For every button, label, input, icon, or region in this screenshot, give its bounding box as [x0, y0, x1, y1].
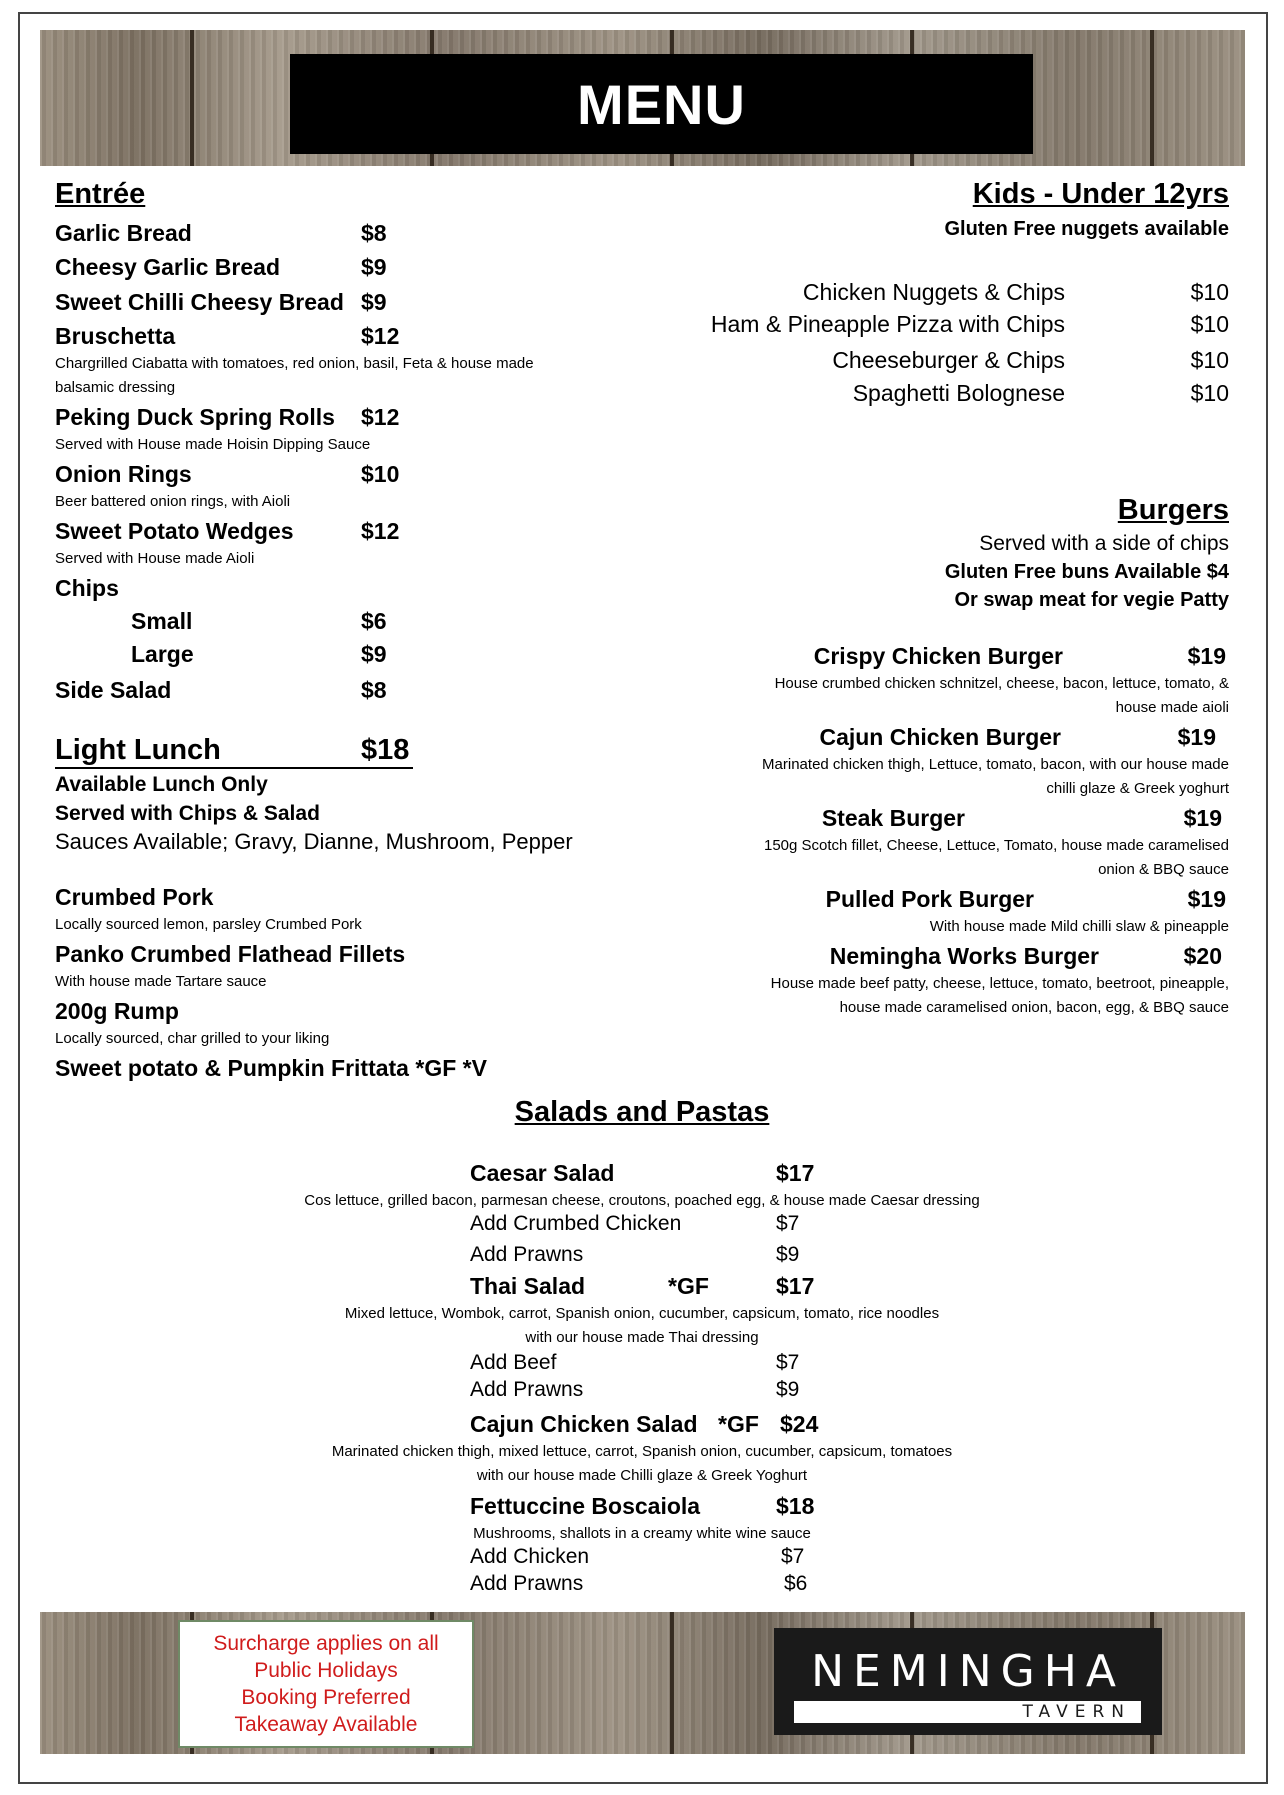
light-lunch-heading: Light Lunch [55, 734, 221, 766]
add-on-price: $7 [776, 1351, 800, 1374]
menu-item-description: Locally sourced lemon, parsley Crumbed Pork [55, 916, 362, 933]
add-on-name: Add Crumbed Chicken [470, 1212, 682, 1235]
menu-item-price: $18 [776, 1493, 815, 1519]
light-lunch-note: Served with Chips & Salad [55, 802, 320, 825]
dietary-tag: *GF [718, 1411, 759, 1437]
menu-item-price: $12 [361, 518, 400, 544]
menu-item-name: Steak Burger [821, 805, 965, 831]
burgers-note: Served with a side of chips [979, 532, 1229, 555]
menu-item-price: $10 [1190, 380, 1229, 406]
menu-item-description: Locally sourced, char grilled to your liking [55, 1030, 330, 1047]
menu-item-name: Cheesy Garlic Bread [55, 254, 281, 280]
menu-item-description: House made beef patty, cheese, lettuce, tomato, beetroot, pineapple, [770, 975, 1229, 992]
menu-item-name: Bruschetta [55, 323, 176, 349]
light-lunch-price: $18 [361, 734, 410, 766]
menu-item-description: with our house made Chilli glaze & Greek Yoghurt [476, 1467, 808, 1484]
menu-item-description: House crumbed chicken schnitzel, cheese, bacon, lettuce, tomato, & [774, 675, 1229, 692]
menu-item-name: Sweet Potato Wedges [55, 518, 294, 544]
menu-item-price: $24 [780, 1411, 819, 1437]
add-on-name: Add Prawns [470, 1378, 584, 1401]
menu-item-price: $19 [1183, 805, 1222, 831]
menu-item-description: Marinated chicken thigh, Lettuce, tomato, bacon, with our house made [762, 756, 1229, 773]
logo-name: NEMINGHA [811, 1646, 1125, 1697]
kids-note: Gluten Free nuggets available [944, 218, 1229, 240]
menu-item-price: $10 [361, 461, 400, 487]
menu-item-description: Served with House made Hoisin Dipping Sauce [55, 436, 371, 453]
burgers-heading: Burgers [1117, 494, 1229, 526]
add-on-name: Add Prawns [470, 1572, 584, 1595]
menu-item-price: $9 [361, 254, 387, 280]
menu-item-price: $12 [361, 323, 400, 349]
entree-heading: Entrée [55, 178, 146, 210]
notice-line: Public Holidays [254, 1659, 398, 1682]
menu-item-description: Marinated chicken thigh, mixed lettuce, carrot, Spanish onion, cucumber, capsicum, tomatoes [331, 1443, 953, 1460]
menu-item-name: Cajun Chicken Burger [819, 724, 1061, 750]
menu-item-name: Peking Duck Spring Rolls [55, 404, 335, 430]
menu-item-price: $19 [1187, 643, 1226, 669]
add-on-name: Add Beef [470, 1351, 557, 1374]
burgers-note: Gluten Free buns Available $4 [944, 561, 1229, 583]
dietary-tag: *GF [668, 1273, 709, 1299]
menu-title-bar [290, 54, 1033, 154]
menu-item-name: Cajun Chicken Salad [470, 1411, 698, 1437]
menu-item-description: Mushrooms, shallots in a creamy white wine sauce [473, 1525, 811, 1542]
menu-item-name: Fettuccine Boscaiola [470, 1493, 701, 1519]
menu-item-name: Panko Crumbed Flathead Fillets [55, 941, 406, 967]
light-lunch-note: Available Lunch Only [55, 773, 268, 796]
menu-item-description: with our house made Thai dressing [525, 1329, 759, 1346]
menu-item-name: Chips [55, 575, 119, 601]
salads-heading: Salads and Pastas [514, 1096, 770, 1128]
notice-line: Takeaway Available [234, 1713, 418, 1736]
menu-item-price: $8 [361, 220, 387, 246]
add-on-price: $7 [781, 1545, 805, 1568]
kids-heading: Kids - Under 12yrs [972, 178, 1229, 210]
menu-item-description: 150g Scotch fillet, Cheese, Lettuce, Tomato, house made caramelised [764, 837, 1229, 854]
menu-item-price: $9 [361, 641, 387, 667]
add-on-price: $9 [776, 1243, 800, 1266]
menu-item-price: $9 [361, 289, 387, 315]
menu-item-description: With house made Tartare sauce [55, 973, 267, 990]
menu-item-price: $8 [361, 677, 387, 703]
menu-item-description: Chargrilled Ciabatta with tomatoes, red onion, basil, Feta & house made [55, 355, 534, 372]
menu-item-price: $17 [776, 1273, 815, 1299]
menu-item-price: $19 [1187, 886, 1226, 912]
menu-item-price: $20 [1183, 943, 1222, 969]
menu-item-name: Onion Rings [55, 461, 192, 487]
menu-item-name: Thai Salad [470, 1273, 586, 1299]
notice-line: Booking Preferred [241, 1686, 411, 1709]
menu-item-name: Crumbed Pork [55, 884, 214, 910]
menu-item-name: 200g Rump [55, 998, 179, 1024]
light-lunch-sauces: Sauces Available; Gravy, Dianne, Mushroom, Pepper [55, 829, 573, 854]
tavern-logo [774, 1628, 1162, 1735]
logo-subtitle: TAVERN [794, 1701, 1141, 1723]
add-on-price: $6 [784, 1572, 808, 1595]
add-on-name: Add Chicken [470, 1545, 590, 1568]
menu-item-name: Sweet potato & Pumpkin Frittata *GF *V [55, 1055, 487, 1081]
menu-item-price: $17 [776, 1160, 815, 1186]
menu-item-price: $10 [1190, 347, 1229, 373]
add-on-price: $7 [776, 1212, 800, 1235]
menu-item-description: Cos lettuce, grilled bacon, parmesan cheese, croutons, poached egg, & house made Caesar dressing [304, 1192, 980, 1209]
menu-item-description: chilli glaze & Greek yoghurt [1046, 780, 1229, 797]
notice-box [178, 1620, 474, 1748]
menu-item-description: onion & BBQ sauce [1098, 861, 1229, 878]
add-on-price: $9 [776, 1378, 800, 1401]
menu-item-description: Beer battered onion rings, with Aioli [55, 493, 291, 510]
menu-item-name: Sweet Chilli Cheesy Bread [55, 289, 344, 315]
menu-item-description: Mixed lettuce, Wombok, carrot, Spanish onion, cucumber, capsicum, tomato, rice noodles [344, 1305, 940, 1322]
menu-item-name: Side Salad [55, 677, 172, 703]
menu-item-name: Chicken Nuggets & Chips [802, 279, 1065, 305]
menu-item-description: house made aioli [1115, 699, 1229, 716]
menu-item-name: Ham & Pineapple Pizza with Chips [710, 311, 1065, 337]
menu-item-name: Garlic Bread [55, 220, 192, 246]
menu-item-name: Spaghetti Bolognese [852, 380, 1065, 406]
menu-item-price: $10 [1190, 279, 1229, 305]
menu-item-price: $12 [361, 404, 400, 430]
menu-item-name: Caesar Salad [470, 1160, 615, 1186]
menu-item-description: With house made Mild chilli slaw & pineapple [929, 918, 1229, 935]
menu-item-price: $19 [1177, 724, 1216, 750]
menu-item-name: Nemingha Works Burger [829, 943, 1099, 969]
menu-item-price: $6 [361, 608, 387, 634]
notice-line: Surcharge applies on all [213, 1632, 439, 1655]
menu-item-name: Small [131, 608, 193, 634]
menu-item-price: $10 [1190, 311, 1229, 337]
add-on-name: Add Prawns [470, 1243, 584, 1266]
menu-item-name: Crispy Chicken Burger [813, 643, 1063, 669]
menu-item-description: house made caramelised onion, bacon, egg, & BBQ sauce [839, 999, 1229, 1016]
menu-title: MENU [577, 72, 746, 136]
burgers-note: Or swap meat for vegie Patty [954, 589, 1229, 611]
menu-item-description: balsamic dressing [55, 379, 176, 396]
menu-item-name: Large [131, 641, 194, 667]
menu-item-description: Served with House made Aioli [55, 550, 255, 567]
menu-item-name: Cheeseburger & Chips [832, 347, 1065, 373]
menu-item-name: Pulled Pork Burger [825, 886, 1034, 912]
